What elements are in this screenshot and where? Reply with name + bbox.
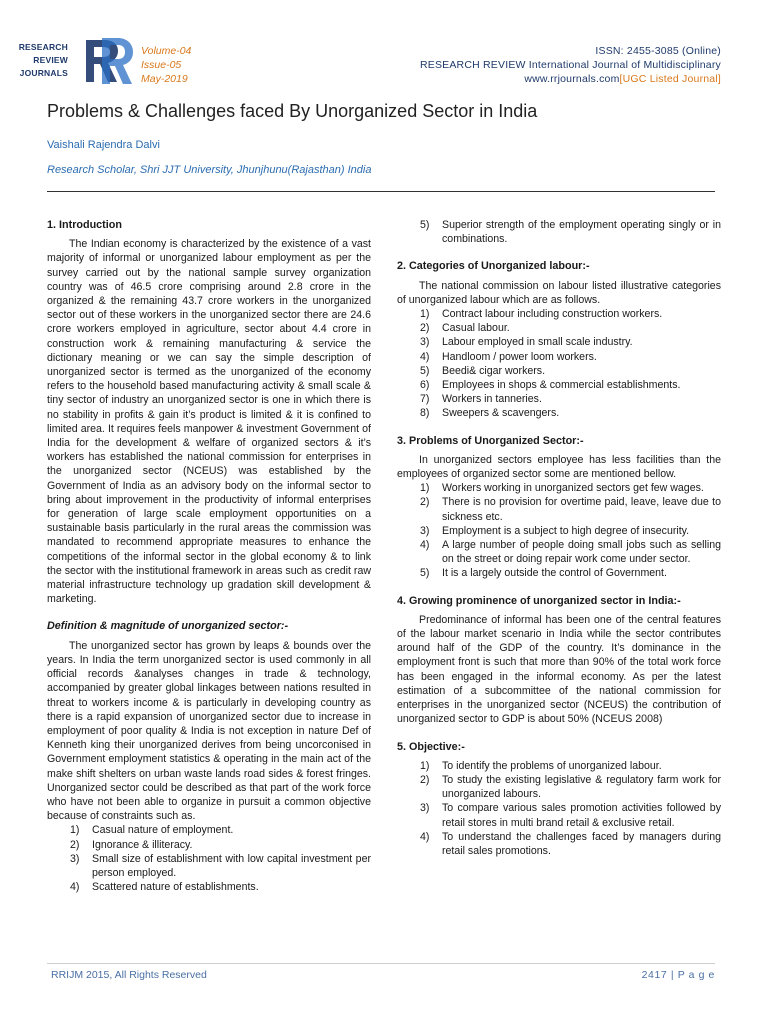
objective-list [397, 759, 721, 858]
list-item: 3) Small size of establishment with low capital investment per person employed. [70, 852, 371, 879]
list-item: 8) Sweepers & scavengers. [420, 407, 560, 420]
introduction-paragraph: The Indian economy is characterized by the existence of a vast majority of informal or unorganized labour employment as per the survey carried out by the national sample survey organization country was of 46.5 crore comprising around 2.8 crore in the organized & the remaining 43.7 crore workers in the unorganized sector out of these workers in the unorganized sector there are 24.6 crore workers employed in agriculture, sector about 4.4 crore in construction work & remaining manufacturing & service the dictionary meaning or we can say the simple description of unorganized sector is termed as the unorganized of the economy refers to the household based manufacturing activity & small scale & tiny sector of industry an unorganized sector is one in which there is no stability in profits & gain it’s product is limited & it is confined to limited area. It requires feels manpower & investment Government of India for the development & welfare of organized sectors & it’s workers has established the national commission for enterprises in the unorganized sector (NCEUS) was established by the Government of India as an advisory body on the informal sector to bring about improvement in the productivity of informal enterprises for generation of large scale employment opportunities on a sustainable basis particularly in the rural areas the commission was mandated to recommend appropriate measures to enhance the competitions of the informal sector in the global economy & to link the sector with the institutional framework in areas such as credit raw material infrastructure technology up gradation skill development & marketing. [47, 238, 371, 606]
list-item: 3) Employment is a subject to high degree of insecurity. [420, 524, 690, 537]
list-item: 5) It is a largely outside the control of Government. [420, 567, 667, 580]
footer-copyright: RRIJM 2015, All Rights Reserved [51, 969, 207, 981]
list-item: 6) Employees in shops & commercial establishments. [420, 379, 681, 392]
logo-text-line-3: JOURNALS [19, 68, 68, 78]
problems-paragraph: In unorganized sectors employee has less facilities than the employees of organized sector some are mentioned bellow. [397, 453, 721, 481]
problems-list [397, 481, 721, 580]
list-item: 4) To understand the challenges faced by managers during retail sales promotions. [420, 830, 721, 857]
section-heading-categories: 2. Categories of Unorganized labour:- [397, 260, 590, 273]
journal-name: RESEARCH REVIEW International Journal of Multidisciplinary [419, 59, 721, 71]
list-item: 2) There is no provision for overtime paid, leave, leave due to sickness etc. [420, 496, 721, 523]
list-item: 3) Labour employed in small scale industry. [420, 336, 633, 349]
ugc-label: [UGC Listed Journal] [619, 73, 721, 85]
section-heading-definition: Definition & magnitude of unorganized sector:- [47, 620, 289, 633]
author-name: Vaishali Rajendra Dalvi [47, 139, 160, 151]
journal-header-info [420, 44, 721, 86]
constraints-list-continued [397, 218, 721, 246]
header-divider [47, 191, 715, 192]
rr-logo-icon [82, 36, 138, 86]
list-item: 1) To identify the problems of unorganized labour. [420, 759, 662, 772]
footer-divider [47, 963, 715, 964]
section-heading-objective: 5. Objective:- [397, 740, 465, 753]
list-item: 5) Beedi& cigar workers. [420, 364, 546, 377]
volume-label: Volume-04 [141, 45, 192, 57]
section-heading-growing-prominence: 4. Growing prominence of unorganized sector in India:- [397, 594, 681, 607]
issue-label: Issue-05 [141, 59, 182, 71]
logo-text-line-1: RESEARCH [18, 42, 68, 52]
list-item: 1) Contract labour including construction workers. [420, 308, 663, 321]
growing-prominence-paragraph: Predominance of informal has been one of the central features of the labour market scenario in India while the sector contributes around half of the GDP of the country. It’s dominance in the employment front is such that more than 90% of the total work force has been engaged in the informal economy. As per the latest estimation of a subcommittee of the national commission for enterprises in the unorganized sector (NCEUS) the contribution of unorganized sector to GDP is about 50% (NCEUS 2008) [397, 613, 721, 726]
logo-text-line-2: REVIEW [33, 55, 68, 65]
issue-info [141, 44, 191, 86]
list-item: 7) Workers in tanneries. [420, 393, 542, 406]
date-label: May-2019 [141, 73, 188, 85]
journal-website-link[interactable]: www.rrjournals.com [524, 73, 620, 85]
list-item: 4) Scattered nature of establishments. [70, 881, 259, 894]
section-heading-problems: 3. Problems of Unorganized Sector:- [397, 434, 584, 447]
list-item: 5) Superior strength of the employment operating singly or in combinations. [420, 219, 721, 246]
article-title: Problems & Challenges faced By Unorganized Sector in India [47, 101, 538, 121]
right-column [397, 218, 721, 858]
list-item: 3) To compare various sales promotion activities followed by retail stores in multi brand retail & exclusive retail. [420, 802, 721, 829]
issn-label: ISSN: 2455-3085 (Online) [595, 45, 721, 57]
list-item: 1) Casual nature of employment. [70, 824, 234, 837]
section-heading-introduction: 1. Introduction [47, 219, 122, 231]
list-item: 4) Handloom / power loom workers. [420, 350, 597, 363]
list-item: 2) To study the existing legislative & regulatory farm work for unorganized labours. [420, 773, 721, 801]
footer-page-number: 2417 | P a g e [641, 969, 715, 981]
list-item: 1) Workers working in unorganized sectors get few wages. [420, 482, 704, 495]
categories-paragraph: The national commission on labour listed illustrative categories of unorganized labour which are as follows. [397, 279, 721, 306]
definition-paragraph: The unorganized sector has grown by leaps & bounds over the years. In India the term unorganized sector is used commonly in all official records &analyses changes in trade & technology, accompanied by greater global linkages between nations resulted in threat to workers income & is particularly in developing country as there is a rapid expansion of unorganized sector due to increase in employment of poor quality & India is not exception in nature Def of Kenneth king their unorganized derives from being uncorconised in Government employment statistics & operating in the main act of the make shift shelters on urban waste lands road sides & forest fringes. Unorganized sector could be described as that part of the work force who have not been able to organize in pursuit a common objective because of constraints such as. [47, 639, 371, 823]
categories-list [397, 307, 721, 421]
list-item: 2) Casual labour. [420, 322, 510, 335]
author-affiliation: Research Scholar, Shri JJT University, Jhunjhunu(Rajasthan) India [47, 164, 372, 176]
constraints-list [47, 823, 371, 894]
journal-logo [18, 36, 138, 88]
list-item: 4) A large number of people doing small jobs such as selling on the street or doing repair work come under sector. [420, 539, 721, 566]
list-item: 2) Ignorance & illiteracy. [70, 838, 193, 851]
left-column [47, 218, 371, 894]
